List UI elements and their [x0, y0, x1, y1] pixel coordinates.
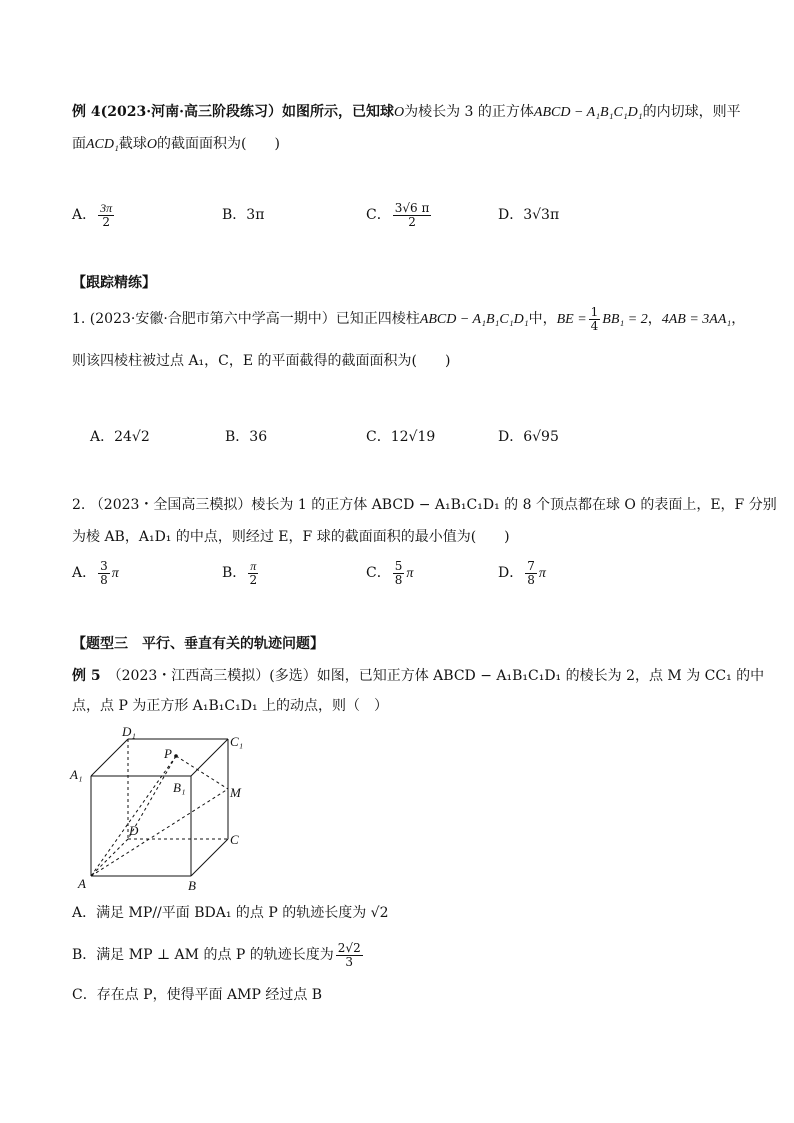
label-d: D — [129, 823, 139, 838]
ex4-option-b: B．3π — [222, 207, 265, 223]
option-b-fraction — [248, 560, 258, 586]
q2-line1: 2. （2023・全国高三模拟）棱长为 1 的正方体 ABCD − A₁B₁C₁D₁ 的 8 个顶点都在球 O 的表面上，E，F 分别 — [72, 497, 777, 513]
sphere-o-label: O — [393, 105, 405, 120]
fraction-denominator: 2 — [102, 214, 110, 229]
sphere-o-label-2: O — [146, 137, 157, 152]
label-p: P — [164, 746, 172, 761]
q1-line1: 1. (2023·安徽·合肥市第六中学高一期中）已知正四棱柱ABCD − A₁B₁C₁D₁中，BE = $\frac{1}{4}$ BB₁ = 2，4AB = 3AA₁， — [72, 305, 746, 333]
fraction-numerator: 2√2 — [337, 940, 361, 955]
edge-c1b1 — [191, 739, 228, 776]
option-b-fraction — [336, 942, 363, 968]
option-d-fraction — [525, 560, 537, 586]
ex5-line1 — [72, 667, 764, 685]
fraction-denominator: 4 — [590, 318, 599, 333]
ex4-line2b: 截球 — [118, 136, 147, 152]
ex5-line2: 点，点 P 为正方形 A₁B₁C₁D₁ 上的动点，则（ ） — [72, 698, 389, 714]
option-a-label: A． — [72, 565, 97, 581]
fraction-denominator: 8 — [527, 572, 535, 587]
ex4-line2c: 的截面面积为( ) — [157, 136, 280, 152]
ex4-line2a: 面 — [72, 136, 86, 152]
pi-symbol: π — [538, 566, 546, 581]
option-d-label: D． — [498, 565, 524, 581]
q1-line1b: 中， — [528, 311, 557, 328]
ex4-line2 — [72, 135, 280, 154]
fraction-numerator: π — [250, 558, 257, 573]
label-b1: B₁ — [173, 780, 186, 795]
q1-option-a: A．24√2 — [90, 429, 150, 445]
option-c-fraction — [393, 202, 432, 228]
q2-option-c — [366, 558, 413, 589]
ex4-line1c: 的内切球，则平 — [642, 104, 741, 120]
q1-line2: 则该四棱柱被过点 A₁，C，E 的平面截得的截面面积为( ) — [72, 353, 451, 369]
fraction-numerator: 1 — [590, 305, 599, 319]
option-a-label: A． — [72, 207, 97, 223]
pi-symbol: π — [111, 566, 119, 581]
label-a: A — [78, 876, 86, 891]
fraction-denominator: 8 — [394, 572, 403, 587]
eq2: 4AB = 3AA₁ — [661, 312, 732, 328]
point-p — [174, 754, 178, 758]
ex5-option-a: A．满足 MP//平面 BDA₁ 的点 P 的轨迹长度为 √2 — [72, 905, 389, 921]
eq1-left: BE = — [556, 312, 587, 328]
option-a-fraction — [98, 202, 114, 228]
segment-ap — [91, 756, 176, 876]
fraction-denominator: 3 — [345, 954, 354, 969]
plane-name: ACD₁ — [86, 137, 119, 152]
q2-option-b — [222, 558, 260, 588]
option-c-label: C． — [366, 565, 391, 581]
fraction-numerator: 7 — [527, 558, 535, 573]
label-d1: D₁ — [122, 726, 136, 739]
ex4-line1 — [72, 103, 741, 122]
ex5-option-c: C．存在点 P，使得平面 AMP 经过点 B — [72, 987, 323, 1003]
option-b-label: B． — [222, 565, 247, 581]
fraction-numerator: 3√6 π — [394, 200, 430, 215]
ex4-option-d: D．3√3π — [498, 207, 560, 223]
ex4-option-a — [72, 200, 116, 230]
label-m: M — [230, 785, 241, 800]
fraction-denominator: 2 — [249, 572, 258, 587]
edge-cb — [191, 839, 228, 876]
ex5-option-b-text: B．满足 MP ⊥ AM 的点 P 的轨迹长度为 — [72, 947, 334, 963]
q2-option-a — [72, 558, 119, 589]
pi-symbol: π — [406, 566, 414, 581]
fraction-numerator: 3π — [100, 200, 113, 215]
label-c: C — [230, 832, 239, 847]
q1-option-b: B．36 — [225, 429, 268, 445]
fraction-denominator: 2 — [408, 214, 416, 229]
option-c-fraction — [393, 560, 405, 586]
ex4-line1b: 为棱长为 3 的正方体 — [404, 104, 534, 120]
fraction-numerator: 5 — [394, 558, 403, 573]
cube-diagram — [66, 726, 266, 896]
fraction-numerator: 3 — [100, 558, 108, 573]
prism-name: ABCD − A₁B₁C₁D₁ — [419, 312, 529, 328]
cube-name: ABCD − A₁B₁C₁D₁ — [533, 105, 643, 120]
label-b: B — [188, 878, 196, 893]
ex4-line1-text: 例 4(2023·河南·高三阶段练习）如图所示，已知球 — [72, 104, 394, 120]
ex5-line1-text: （2023・江西高三模拟）(多选）如图，已知正方体 ABCD − A₁B₁C₁D₁ 的棱长为 2，点 M 为 CC₁ 的中 — [114, 668, 765, 684]
cube-figure — [66, 726, 266, 900]
track-heading: 【跟踪精练】 — [72, 275, 156, 291]
label-a1: A₁ — [70, 767, 83, 782]
q1-option-c: C．12√19 — [366, 429, 436, 445]
q2-line2: 为棱 AB，A₁D₁ 的中点，则经过 E，F 球的截面面积的最小值为( ) — [72, 529, 510, 545]
q2-option-d — [498, 558, 546, 589]
option-c-label: C． — [366, 207, 391, 223]
eq1-right: BB₁ = 2 — [602, 312, 648, 328]
segment-am — [91, 789, 228, 876]
type3-heading: 【题型三 平行、垂直有关的轨迹问题】 — [72, 636, 324, 652]
eq1-fraction — [589, 306, 601, 332]
edge-da-hidden — [91, 839, 128, 876]
option-a-fraction — [98, 560, 110, 586]
label-c1: C₁ — [230, 734, 244, 749]
q1-option-d: D．6√95 — [498, 429, 559, 445]
edge-a1d1 — [91, 739, 128, 776]
ex5-option-b — [72, 940, 365, 970]
ex4-option-c — [366, 200, 433, 230]
q1-line1a: 1. (2023·安徽·合肥市第六中学高一期中）已知正四棱柱 — [72, 311, 420, 328]
ex5-label: 例 5 — [72, 668, 101, 684]
fraction-denominator: 8 — [100, 572, 108, 587]
